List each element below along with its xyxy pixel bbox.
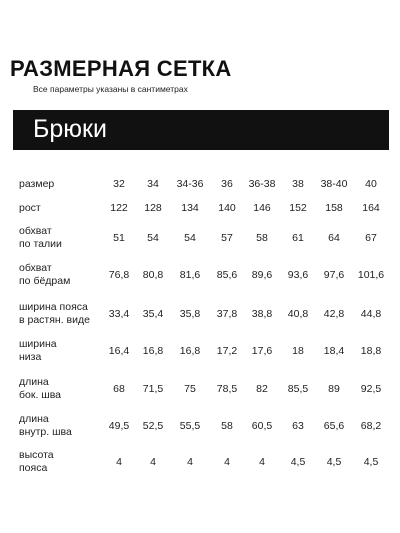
table-cell: 51 [113,231,125,244]
row-label-line: рост [19,201,41,214]
table-cell: 81,6 [179,268,201,281]
row-label [19,202,41,215]
row-label [19,225,62,251]
table-cell: 76,8 [108,268,130,281]
row-label-line: высота [19,449,54,461]
row-label [19,178,54,191]
table-cell: 65,6 [323,419,345,432]
table-cell: 38-40 [320,177,348,190]
table-cell: 4 [116,455,122,468]
table-cell: 75 [184,382,196,395]
category-banner-label: Брюки [33,115,107,143]
page-title: РАЗМЕРНАЯ СЕТКА [10,56,232,81]
table-cell: 134 [181,201,199,214]
table-cell: 40 [365,177,377,190]
row-label-line: внутр. шва [19,426,72,438]
table-cell: 36 [221,177,233,190]
table-cell: 122 [110,201,128,214]
table-cell: 33,4 [108,307,130,320]
row-label-line: по бёдрам [19,275,71,287]
table-cell: 68,2 [360,419,382,432]
table-cell: 17,6 [251,344,273,357]
table-cell: 4 [150,455,156,468]
row-label-line: ширина [19,338,57,350]
table-cell: 57 [221,231,233,244]
table-cell: 18,8 [360,344,382,357]
row-label [19,449,54,475]
table-cell: 40,8 [287,307,309,320]
row-label-line: размер [19,177,55,190]
row-label [19,376,61,402]
row-label-line: в растян. виде [19,314,90,326]
table-cell: 93,6 [287,268,309,281]
table-cell: 82 [256,382,268,395]
table-cell: 78,5 [216,382,238,395]
table-cell: 60,5 [251,419,273,432]
table-cell: 146 [253,201,271,214]
table-cell: 54 [147,231,159,244]
table-cell: 63 [292,419,304,432]
row-label-line: по талии [19,238,62,250]
table-cell: 4,5 [363,455,379,468]
table-cell: 16,4 [108,344,130,357]
table-cell: 92,5 [360,382,382,395]
table-cell: 4 [224,455,230,468]
table-cell: 80,8 [142,268,164,281]
row-label-line: бок. шва [19,389,62,401]
table-cell: 34 [147,177,159,190]
table-cell: 35,8 [179,307,201,320]
table-cell: 17,2 [216,344,238,357]
table-cell: 152 [289,201,307,214]
table-cell: 44,8 [360,307,382,320]
table-cell: 89 [328,382,340,395]
table-cell: 52,5 [142,419,164,432]
row-label-line: пояса [19,462,48,474]
table-cell: 158 [325,201,343,214]
table-cell: 58 [256,231,268,244]
table-cell: 61 [292,231,304,244]
table-cell: 97,6 [323,268,345,281]
row-label-line: длина [19,413,49,425]
page-subtitle: Все параметры указаны в сантиметрах [33,84,188,94]
table-cell: 42,8 [323,307,345,320]
table-cell: 38,8 [251,307,273,320]
row-label-line: длина [19,376,49,388]
table-cell: 64 [328,231,340,244]
row-label-line: ширина пояса [19,301,88,313]
table-cell: 140 [218,201,236,214]
table-cell: 58 [221,419,233,432]
table-cell: 38 [292,177,304,190]
table-cell: 55,5 [179,419,201,432]
table-cell: 68 [113,382,125,395]
table-cell: 32 [113,177,125,190]
row-label-line: низа [19,351,42,363]
table-cell: 18 [292,344,304,357]
table-cell: 4,5 [326,455,342,468]
table-cell: 49,5 [108,419,130,432]
table-cell: 35,4 [142,307,164,320]
row-label-line: обхват [19,225,52,237]
table-cell: 54 [184,231,196,244]
row-label [19,262,70,288]
table-cell: 4 [187,455,193,468]
table-cell: 16,8 [142,344,164,357]
table-cell: 4 [259,455,265,468]
row-label [19,301,90,327]
table-cell: 85,6 [216,268,238,281]
row-label [19,338,57,364]
table-cell: 67 [365,231,377,244]
row-label-line: обхват [19,262,52,274]
table-cell: 4,5 [290,455,306,468]
table-cell: 18,4 [323,344,345,357]
table-cell: 101,6 [357,268,385,281]
table-cell: 37,8 [216,307,238,320]
table-cell: 36-38 [248,177,276,190]
table-cell: 85,5 [287,382,309,395]
table-cell: 164 [362,201,380,214]
table-cell: 34-36 [176,177,204,190]
table-cell: 16,8 [179,344,201,357]
table-cell: 71,5 [142,382,164,395]
table-cell: 128 [144,201,162,214]
row-label [19,413,72,439]
table-cell: 89,6 [251,268,273,281]
